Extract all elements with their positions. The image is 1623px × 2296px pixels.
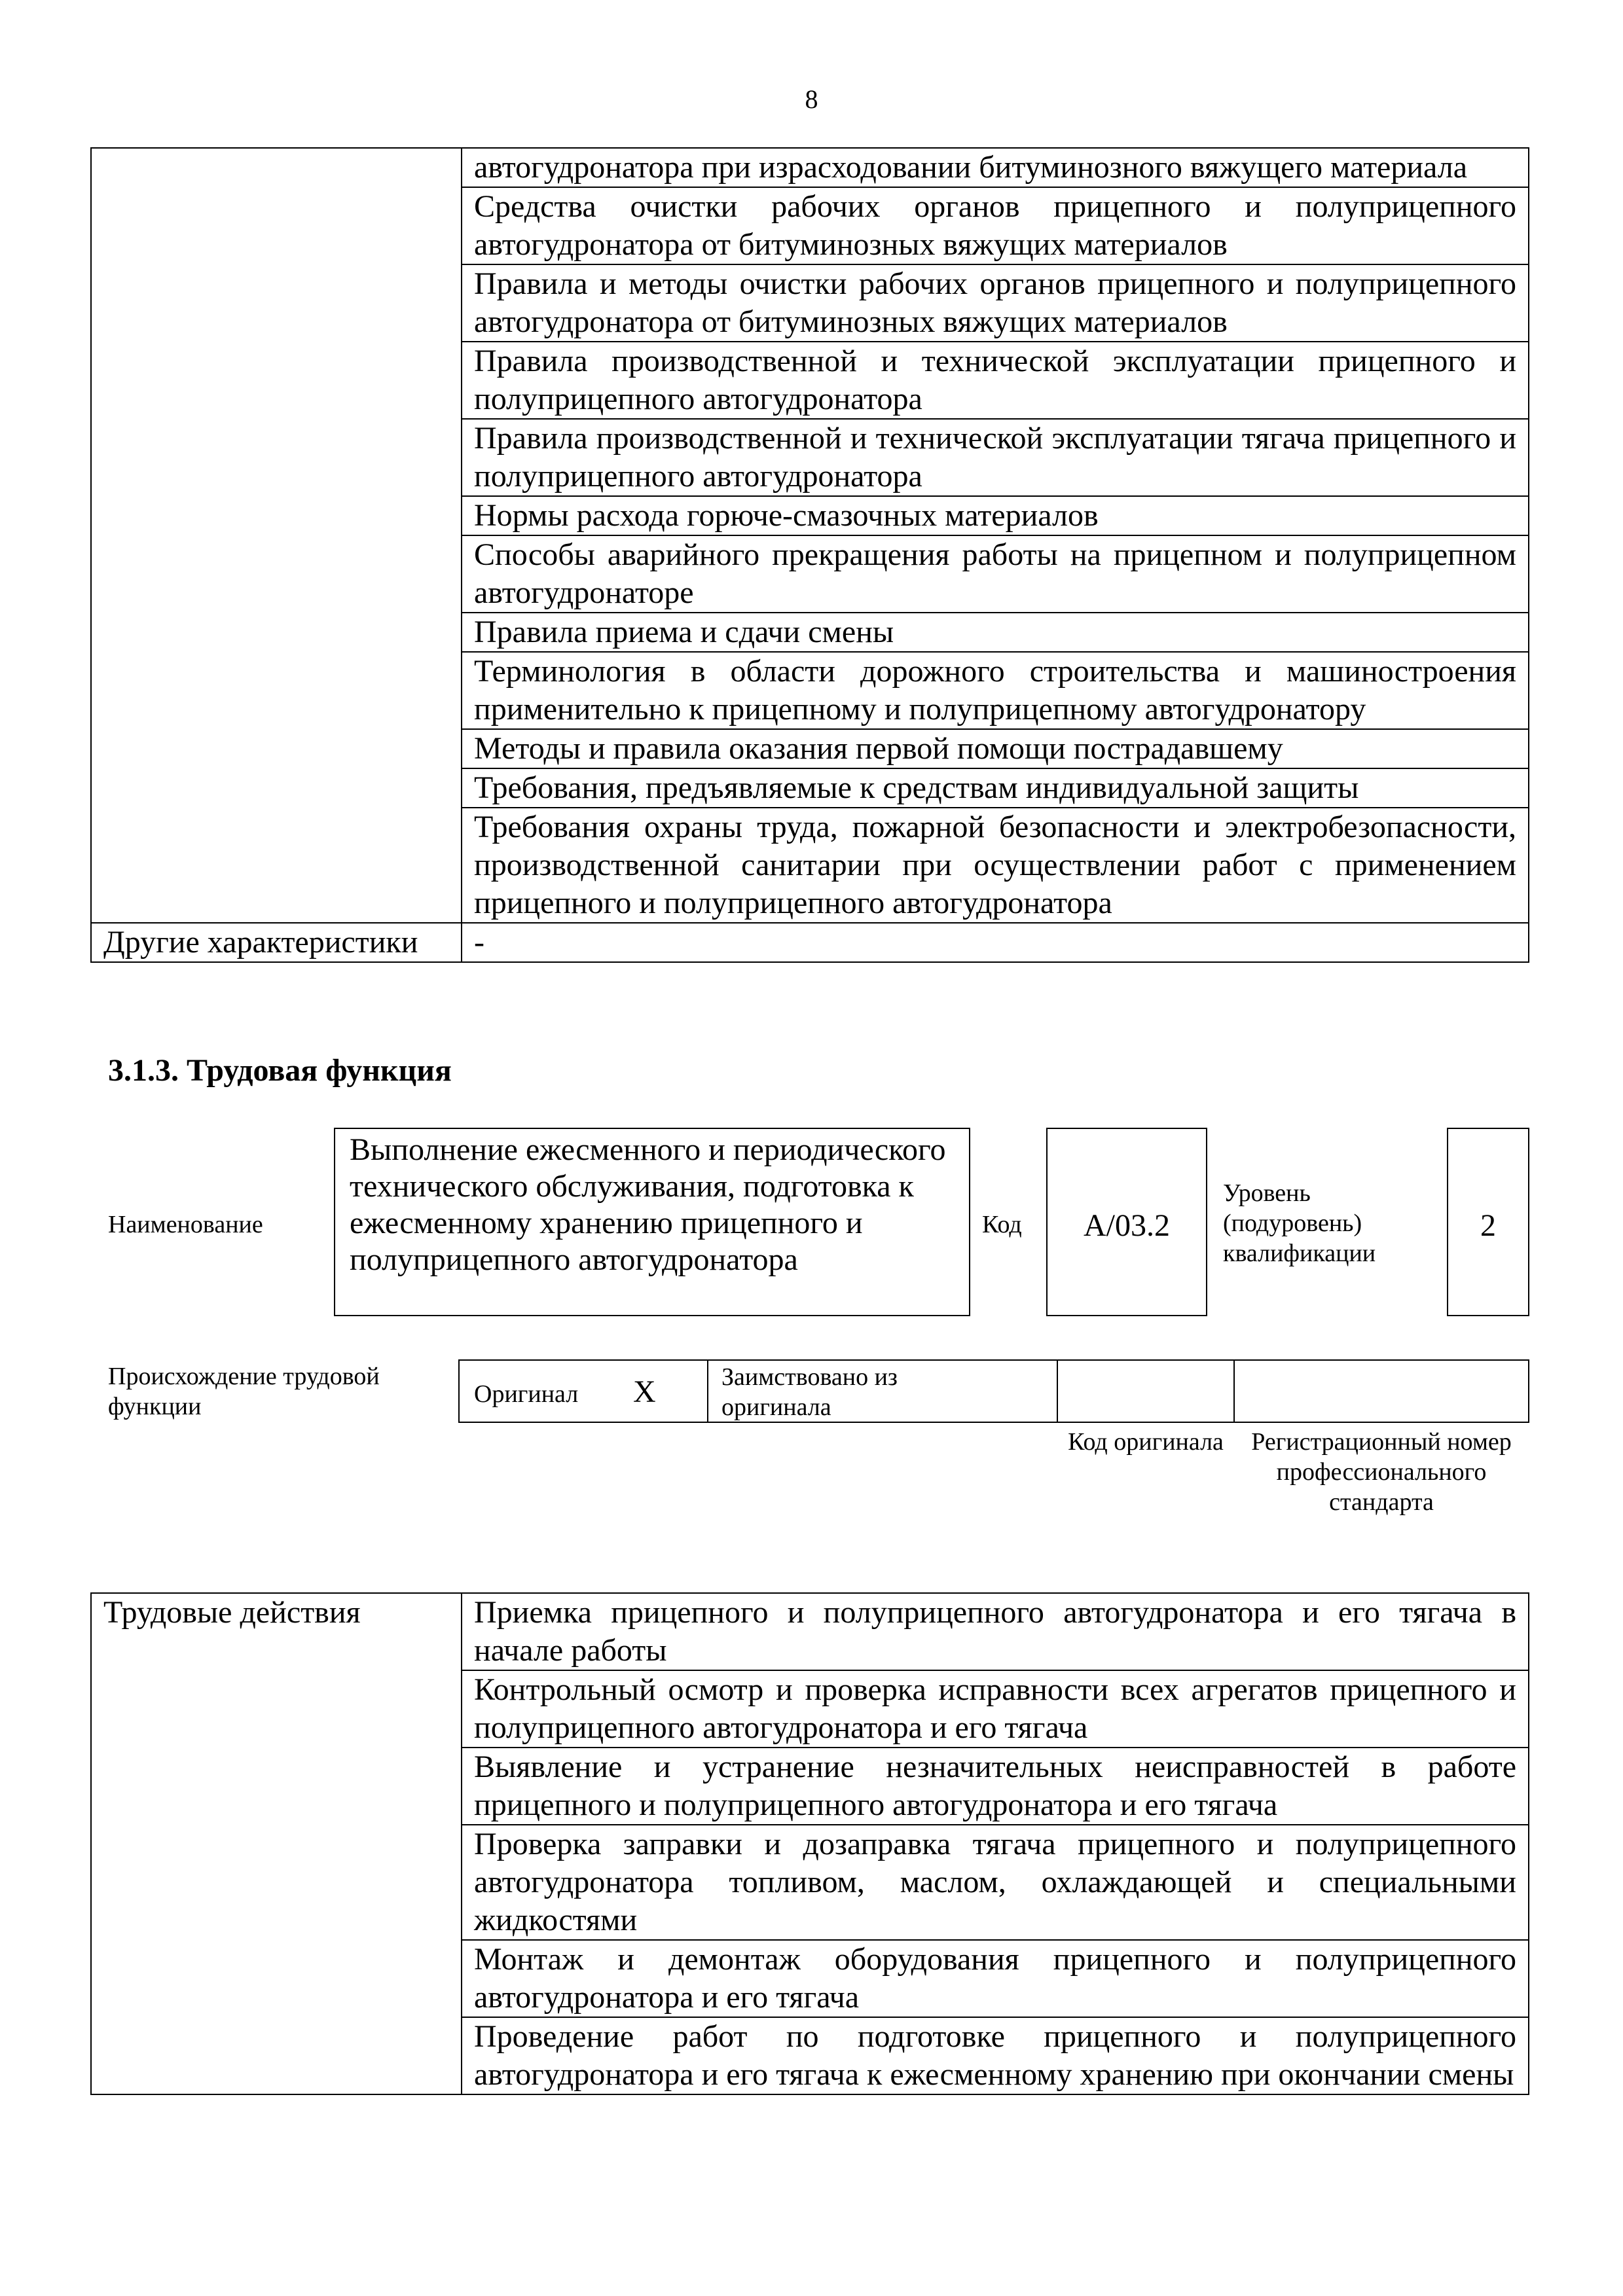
- table-row: [91, 923, 1529, 962]
- knowledge-item: Правила производственной и технической эксплуатации прицепного и полуприцепного автогудронатора: [462, 342, 1529, 419]
- level-label: Уровень (подуровень) квалификации: [1223, 1179, 1376, 1267]
- code-value: А/03.2: [1084, 1208, 1170, 1243]
- section-title: 3.1.3. Трудовая функция: [108, 1053, 452, 1088]
- code-box: [1046, 1128, 1207, 1316]
- knowledge-item: Правила и методы очистки рабочих органов прицепного и полуприцепного автогудронатора от битуминозных вяжущих материалов: [462, 264, 1529, 342]
- original-cell: [458, 1359, 708, 1423]
- action-item: Проведение работ по подготовке прицепного и полуприцепного автогудронатора и его тягача к ежесменному хранению при окончании смены: [462, 2017, 1529, 2094]
- knowledge-item: Методы и правила оказания первой помощи пострадавшему: [462, 729, 1529, 768]
- other-characteristics-value: -: [462, 923, 1529, 962]
- code-label: Код: [982, 1211, 1022, 1238]
- borrowed-cell: [707, 1359, 1058, 1423]
- registration-number-cell: [1233, 1359, 1529, 1423]
- knowledge-label-cell: [91, 148, 462, 923]
- knowledge-item: Способы аварийного прекращения работы на прицепном и полуприцепном автогудронаторе: [462, 535, 1529, 613]
- knowledge-item: Правила приема и сдачи смены: [462, 613, 1529, 652]
- knowledge-item: Требования охраны труда, пожарной безопасности и электробезопасности, производственной санитарии при осуществлении работ с применением прицепного и полуприцепного автогудронатора: [462, 808, 1529, 923]
- action-item: Выявление и устранение незначительных неисправностей в работе прицепного и полуприцепного автогудронатора и его тягача: [462, 1748, 1529, 1825]
- action-item: Проверка заправки и дозаправка тягача прицепного и полуприцепного автогудронатора топливом, маслом, охлаждающей и специальными жидкостями: [462, 1825, 1529, 1940]
- code-caption: Код оригинала: [1068, 1428, 1224, 1456]
- name-label: Наименование: [108, 1211, 263, 1238]
- origin-label: Происхождение трудовой функции: [108, 1363, 380, 1420]
- knowledge-item: Правила производственной и технической эксплуатации тягача прицепного и полуприцепного автогудронатора: [462, 419, 1529, 496]
- knowledge-item: Требования, предъявляемые к средствам индивидуальной защиты: [462, 768, 1529, 808]
- level-box: [1447, 1128, 1529, 1316]
- table-row: [91, 1593, 1529, 1670]
- knowledge-item: Нормы расхода горюче-смазочных материалов: [462, 496, 1529, 535]
- borrowed-label: Заимствовано из оригинала: [721, 1363, 898, 1421]
- knowledge-table: [90, 147, 1529, 963]
- registration-caption: Регистрационный номер профессионального стандарта: [1251, 1428, 1512, 1516]
- function-name: Выполнение ежесменного и периодического технического обслуживания, подготовка к ежесменному хранению прицепного и полуприцепного автогудронатора: [350, 1132, 946, 1277]
- actions-table: [90, 1592, 1529, 2095]
- action-item: Приемка прицепного и полуприцепного автогудронатора и его тягача в начале работы: [462, 1593, 1529, 1670]
- knowledge-item: Средства очистки рабочих органов прицепного и полуприцепного автогудронатора от битуминозных вяжущих материалов: [462, 187, 1529, 264]
- knowledge-item: автогудронатора при израсходовании битуминозного вяжущего материала: [462, 148, 1529, 187]
- action-item: Контрольный осмотр и проверка исправности всех агрегатов прицепного и полуприцепного автогудронатора и его тягача: [462, 1670, 1529, 1748]
- action-item: Монтаж и демонтаж оборудования прицепного и полуприцепного автогудронатора и его тягача: [462, 1940, 1529, 2017]
- knowledge-item: Терминология в области дорожного строительства и машиностроения применительно к прицепному и полуприцепному автогудронатору: [462, 652, 1529, 729]
- page-number: 8: [805, 84, 818, 114]
- function-name-box: [334, 1128, 970, 1316]
- level-value: 2: [1480, 1208, 1496, 1243]
- original-code-cell: [1057, 1359, 1235, 1423]
- actions-label: Трудовые действия: [91, 1593, 462, 2094]
- other-characteristics-label: Другие характеристики: [91, 923, 462, 962]
- table-row: [91, 148, 1529, 187]
- original-label: Оригинал: [474, 1380, 579, 1408]
- original-mark: X: [633, 1374, 656, 1409]
